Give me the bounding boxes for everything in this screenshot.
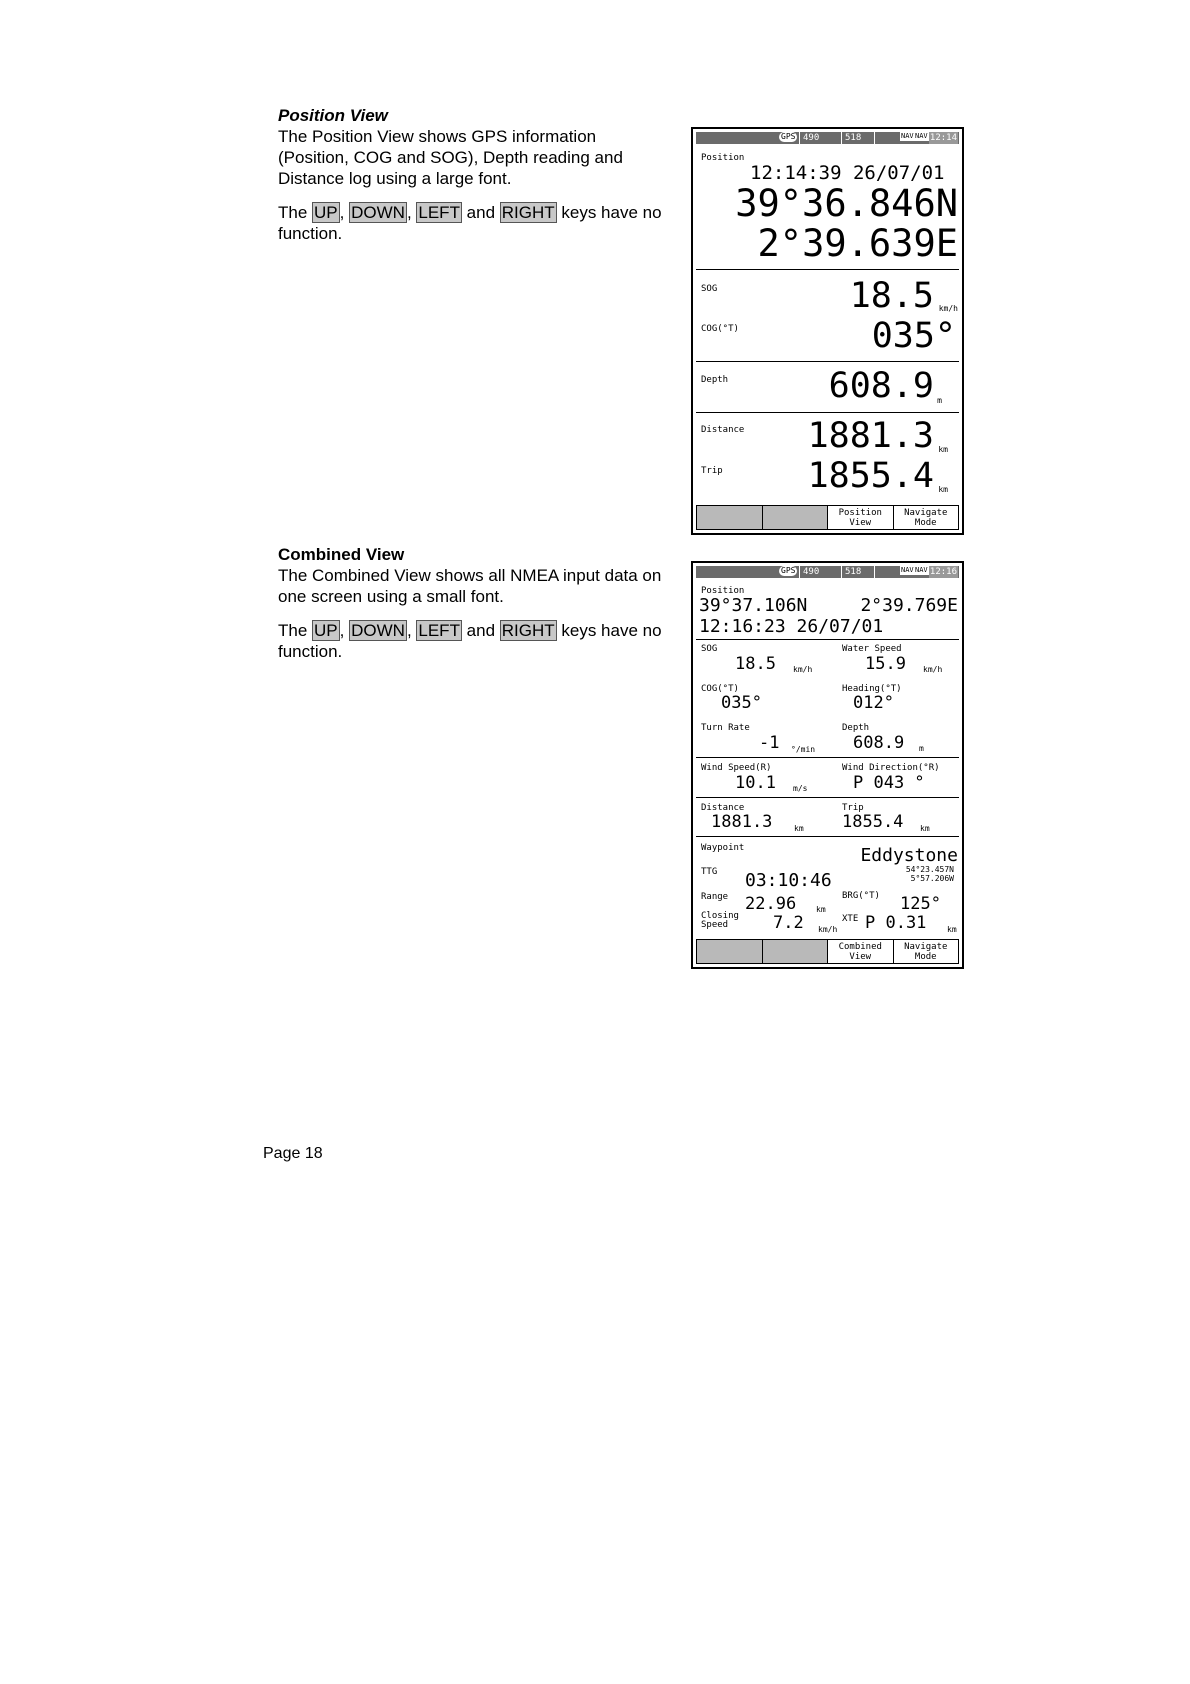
wind-direction-value: P 043 ° <box>853 773 925 793</box>
keys-note: The UP , DOWN , LEFT and RIGHT keys have no function. <box>278 621 662 661</box>
softkey-bar <box>696 939 959 964</box>
divider <box>696 412 959 413</box>
keys-note: The UP , DOWN , LEFT and RIGHT keys have no function. <box>278 203 662 243</box>
wind-speed-unit: m/s <box>793 784 808 793</box>
clock: 12:16 <box>929 567 957 577</box>
position-view-section <box>278 105 670 244</box>
softkey-combined-view[interactable]: Combined View <box>828 940 894 963</box>
combined-view-screen <box>691 561 964 969</box>
heading-label: Heading(°T) <box>842 684 902 694</box>
trip-value: 1855.4 <box>807 456 934 496</box>
divider <box>696 269 959 270</box>
sog-value: 18.5 <box>849 276 934 316</box>
position-label: Position <box>701 586 745 596</box>
distance-unit: km <box>794 824 804 833</box>
divider <box>696 757 959 758</box>
section-description: The Position View shows GPS information (Position, COG and SOG), Depth reading and Distance log using a large font. <box>278 127 623 188</box>
nav-status-icon: NAV <box>901 132 914 140</box>
softkey-1[interactable] <box>697 506 763 529</box>
softkey-1[interactable] <box>697 940 763 963</box>
distance-value: 1881.3 <box>711 812 773 832</box>
distance-unit: km <box>938 445 948 454</box>
divider <box>696 361 959 362</box>
turn-rate-value: -1 <box>759 733 780 753</box>
latitude: 39°36.846N <box>735 182 958 225</box>
trip-unit: km <box>920 824 930 833</box>
depth-label: Depth <box>701 375 729 385</box>
gps-status-icon: GPS <box>781 132 796 141</box>
nav-status-icon: NAV <box>915 566 928 574</box>
longitude: 2°39.639E <box>757 222 958 265</box>
distance-label: Distance <box>701 803 745 813</box>
waypoint-name: Eddystone <box>860 845 958 866</box>
trip-value: 1855.4 <box>842 812 904 832</box>
trip-label: Trip <box>842 803 864 813</box>
depth-unit: m <box>919 744 924 753</box>
divider <box>696 797 959 798</box>
trip-unit: km <box>938 485 948 494</box>
key-left: LEFT <box>418 621 460 640</box>
status-bar: GPS 490 518 NAV NAV 12:16 <box>696 566 959 578</box>
trip-label: Trip <box>701 466 723 476</box>
xte-value: P 0.31 <box>865 913 927 933</box>
cog-value: 035° <box>721 693 762 713</box>
turn-rate-unit: °/min <box>791 745 816 754</box>
page-number: Page 18 <box>263 1145 323 1162</box>
cog-value: 035° <box>871 316 956 356</box>
key-right: RIGHT <box>501 621 555 640</box>
nav-status-icon: NAV <box>901 566 914 574</box>
range-value: 22.96 <box>745 894 797 914</box>
key-right: RIGHT <box>501 203 555 222</box>
depth-label: Depth <box>842 723 870 733</box>
gps-status-icon: GPS <box>781 566 796 575</box>
ttg-label: TTG <box>701 867 718 877</box>
water-speed-unit: km/h <box>923 665 943 674</box>
sog-value: 18.5 <box>735 654 776 674</box>
divider <box>696 836 959 837</box>
position-view-screen <box>691 127 964 535</box>
xte-unit: km <box>947 925 957 934</box>
xte-label: XTE <box>842 914 859 924</box>
longitude: 2°39.769E <box>860 595 958 616</box>
divider <box>696 639 959 640</box>
sog-unit: km/h <box>938 304 958 313</box>
range-label: Range <box>701 892 729 902</box>
status-bar: GPS 490 518 NAV NAV 12:14 <box>696 132 959 144</box>
datetime: 12:16:23 26/07/01 <box>699 616 884 637</box>
softkey-bar <box>696 505 959 530</box>
ttg-value: 03:10:46 <box>745 870 832 891</box>
section-description: The Combined View shows all NMEA input data on one screen using a small font. <box>278 566 662 606</box>
sog-label: SOG <box>701 644 718 654</box>
position-label: Position <box>701 153 745 163</box>
water-speed-label: Water Speed <box>842 644 902 654</box>
softkey-navigate-mode[interactable]: Navigate Mode <box>894 940 959 963</box>
closing-speed-value: 7.2 <box>773 913 804 933</box>
closing-speed-label: Closing Speed <box>701 911 739 930</box>
waypoint-label: Waypoint <box>701 843 745 853</box>
closing-speed-unit: km/h <box>818 925 838 934</box>
distance-value: 1881.3 <box>807 416 934 456</box>
heading-value: 012° <box>853 693 894 713</box>
key-down: DOWN <box>351 621 405 640</box>
waypoint-longitude: 5°57.206W <box>910 874 954 883</box>
key-left: LEFT <box>418 203 460 222</box>
water-speed-value: 15.9 <box>865 654 906 674</box>
latitude: 39°37.106N <box>699 595 808 616</box>
depth-value: 608.9 <box>828 366 934 406</box>
range-unit: km <box>816 905 826 914</box>
sog-label: SOG <box>701 284 718 294</box>
wind-speed-value: 10.1 <box>735 773 776 793</box>
key-down: DOWN <box>351 203 405 222</box>
combined-view-section <box>278 544 670 662</box>
depth-value: 608.9 <box>853 733 905 753</box>
distance-label: Distance <box>701 425 745 435</box>
sog-unit: km/h <box>793 665 813 674</box>
turn-rate-label: Turn Rate <box>701 723 750 733</box>
clock: 12:14 <box>929 133 957 143</box>
datetime: 12:14:39 26/07/01 <box>750 162 945 184</box>
bearing-label: BRG(°T) <box>842 891 880 901</box>
cog-label: COG(°T) <box>701 324 739 334</box>
bearing-value: 125° <box>900 894 941 914</box>
section-title: Combined View <box>278 545 405 564</box>
wind-direction-label: Wind Direction(°R) <box>842 763 940 773</box>
depth-unit: m <box>937 396 942 405</box>
key-up: UP <box>314 621 338 640</box>
key-up: UP <box>314 203 338 222</box>
section-title: Position View <box>278 106 388 125</box>
softkey-position-view[interactable]: Position View <box>828 506 894 529</box>
cog-label: COG(°T) <box>701 684 739 694</box>
softkey-2[interactable] <box>763 506 829 529</box>
wind-speed-label: Wind Speed(R) <box>701 763 772 773</box>
softkey-navigate-mode[interactable]: Navigate Mode <box>894 506 959 529</box>
nav-status-icon: NAV <box>915 132 928 140</box>
softkey-2[interactable] <box>763 940 829 963</box>
waypoint-latitude: 54°23.457N <box>905 865 954 874</box>
